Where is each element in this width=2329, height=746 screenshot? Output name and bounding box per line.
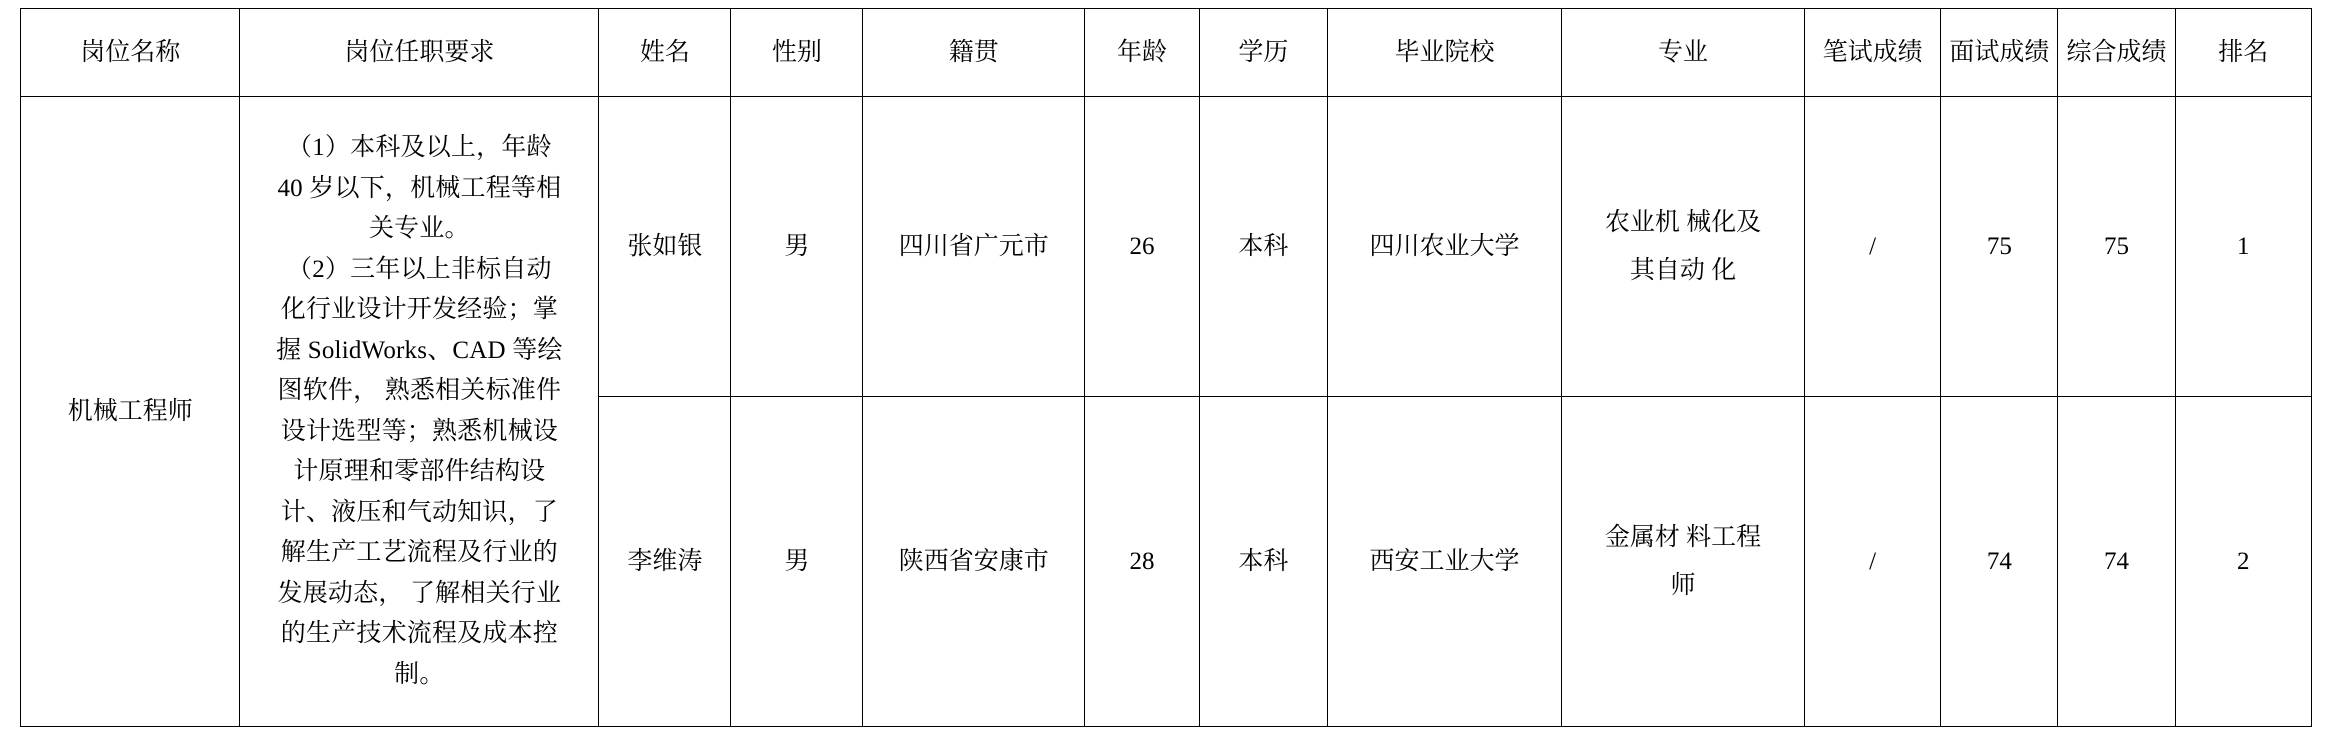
cell-rank: 1	[2175, 97, 2311, 397]
requirement-line-1: （1）本科及以上，年龄	[287, 134, 552, 161]
requirement-line-8: 设计选型等；熟悉机械设	[280, 417, 558, 445]
cell-name: 李维涛	[599, 397, 731, 727]
column-header-written-score: 笔试成绩	[1804, 9, 1940, 97]
column-header-rank: 排名	[2175, 9, 2311, 97]
cell-rank: 2	[2175, 397, 2311, 727]
requirement-line-5: 化行业设计开发经验；掌	[280, 296, 558, 323]
cell-school: 西安工业大学	[1327, 397, 1561, 727]
requirement-line-6: 握 SolidWorks、CAD 等绘	[276, 336, 563, 364]
requirement-line-7: 图软件， 熟悉相关标准件	[277, 377, 562, 404]
cell-post-requirement	[240, 97, 599, 727]
column-header-major: 专业	[1562, 9, 1805, 97]
column-header-post-requirement: 岗位任职要求	[240, 9, 599, 97]
cell-gender: 男	[731, 97, 863, 397]
table-row	[21, 97, 2312, 397]
requirement-line-4: （2）三年以上非标自动	[287, 255, 552, 283]
cell-name: 张如银	[599, 97, 731, 397]
requirement-line-14: 制。	[394, 660, 445, 688]
cell-interview-score: 75	[1941, 97, 2058, 397]
cell-education: 本科	[1200, 397, 1328, 727]
cell-overall-score: 75	[2058, 97, 2175, 397]
major-line-2: 师	[1670, 571, 1696, 599]
column-header-age: 年龄	[1084, 9, 1199, 97]
cell-major	[1562, 397, 1805, 727]
cell-written-score: /	[1804, 397, 1940, 727]
column-header-education: 学历	[1200, 9, 1328, 97]
cell-post-name: 机械工程师	[21, 97, 240, 727]
cell-origin: 陕西省安康市	[863, 397, 1085, 727]
requirement-line-13: 的生产技术流程及成本控	[280, 620, 558, 647]
cell-written-score: /	[1804, 97, 1940, 397]
major-line-2: 其自动 化	[1629, 256, 1737, 284]
cell-interview-score: 74	[1941, 397, 2058, 727]
cell-overall-score: 74	[2058, 397, 2175, 727]
document-page	[0, 8, 2329, 746]
table-header	[21, 9, 2312, 97]
requirement-line-10: 计、液压和气动知识，了	[280, 498, 558, 526]
cell-school: 四川农业大学	[1327, 97, 1561, 397]
column-header-origin: 籍贯	[863, 9, 1085, 97]
column-header-name: 姓名	[599, 9, 731, 97]
cell-gender: 男	[731, 397, 863, 727]
cell-age: 28	[1084, 397, 1199, 727]
table-body	[21, 97, 2312, 727]
major-line-1: 农业机 械化及	[1604, 209, 1762, 236]
column-header-interview-score: 面试成绩	[1941, 9, 2058, 97]
column-header-post-name: 岗位名称	[21, 9, 240, 97]
cell-major	[1562, 97, 1805, 397]
column-header-school: 毕业院校	[1327, 9, 1561, 97]
requirement-line-11: 解生产工艺流程及行业的	[280, 539, 558, 566]
recruitment-result-table	[20, 8, 2312, 727]
column-header-gender: 性别	[731, 9, 863, 97]
cell-age: 26	[1084, 97, 1199, 397]
requirement-line-12: 发展动态， 了解相关行业	[277, 579, 562, 607]
requirement-line-3: 关专业。	[368, 215, 470, 242]
major-line-1: 金属材 料工程	[1604, 524, 1762, 551]
cell-origin: 四川省广元市	[863, 97, 1085, 397]
requirement-line-9: 计原理和零部件结构设	[293, 458, 546, 485]
requirement-line-2: 40 岁以下，机械工程等相	[277, 174, 562, 202]
column-header-overall-score: 综合成绩	[2058, 9, 2175, 97]
cell-education: 本科	[1200, 97, 1328, 397]
table-header-row	[21, 9, 2312, 97]
